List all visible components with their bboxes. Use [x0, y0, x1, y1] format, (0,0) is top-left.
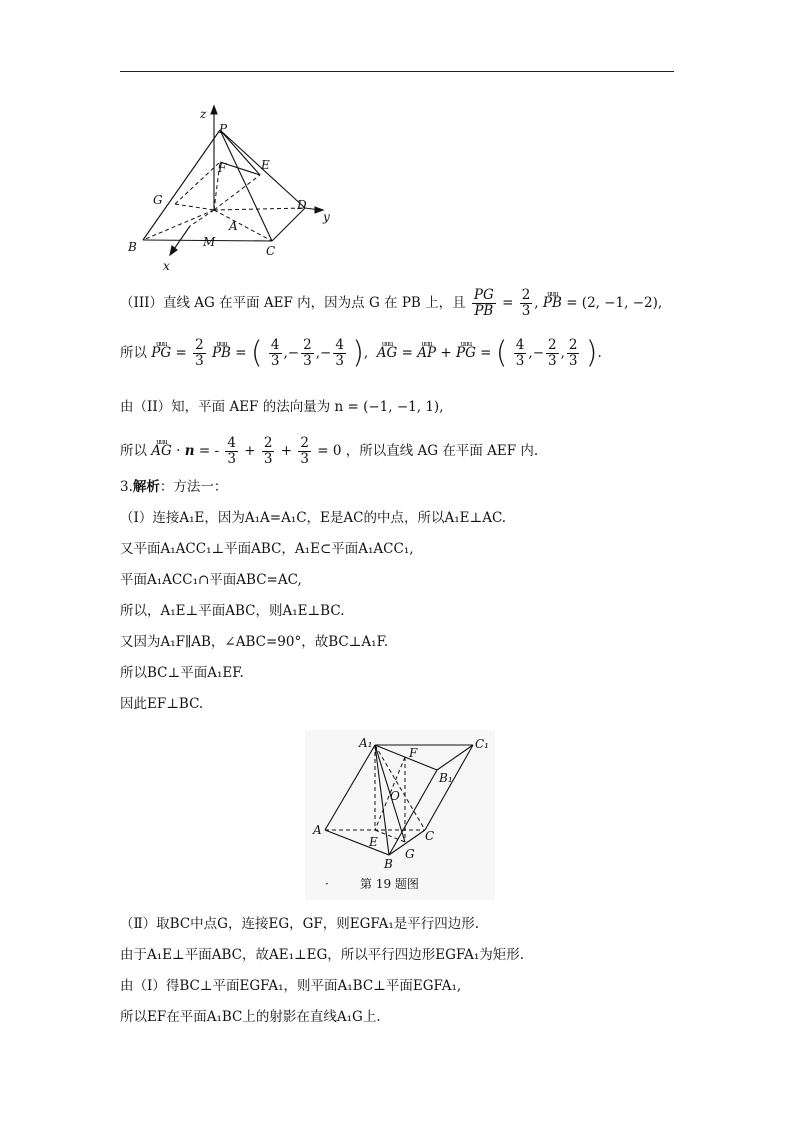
part3-line1: （III）直线 AG 在平面 AEF 内，因为点 G 在 PB 上，且 $\frac{PG}{PB}$ = $\frac{2}{3}$ , uuu PB = (2, −1, −2),: [120, 288, 662, 319]
label-O: O: [390, 789, 400, 803]
label-G2: G: [405, 847, 415, 861]
vector-pg: uuu PG: [151, 344, 171, 362]
label-M: M: [203, 235, 216, 249]
label-C: C: [266, 244, 276, 258]
label-G: G: [153, 193, 163, 207]
label-C2: C: [425, 829, 435, 843]
label-C1: C₁: [475, 737, 489, 751]
label-y: y: [323, 210, 330, 224]
pyramid-figure: [120, 100, 350, 280]
figure-caption: 第 19 题图: [360, 877, 419, 891]
solution3-line-5: 又因为A₁F∥AB，∠ABC=90°，故BC⊥A₁F.: [120, 634, 389, 650]
label-B2: B: [384, 857, 393, 871]
label-E: E: [261, 158, 270, 172]
label-A2: A: [313, 823, 322, 837]
part2-line-4: 所以EF在平面A₁BC上的射影在直线A₁G上.: [120, 1009, 381, 1025]
part2-line-2: 由于A₁E⊥平面ABC，故AE₁⊥EG，所以平行四边形EGFA₁为矩形.: [120, 947, 525, 963]
caption-dot: ·: [325, 877, 329, 891]
part3-line3: 由（II）知，平面 AEF 的法向量为 n = (−1, −1, 1),: [120, 399, 444, 415]
vector-ag: uuu AG: [377, 344, 398, 362]
part3-line4: 所以 uuu AG · n = - $\frac{4}{3}$ + $\frac{2}{3}$ + $\frac{2}{3}$ = 0 ，所以直线 AG 在平面 AEF 内.: [120, 436, 538, 467]
solution3-line-2: 又平面A₁ACC₁⊥平面ABC，A₁E⊂平面A₁ACC₁,: [120, 541, 414, 557]
label-B: B: [128, 240, 137, 254]
label-A1: A₁: [359, 736, 373, 750]
label-P: P: [219, 122, 228, 136]
label-E2: E: [369, 835, 378, 849]
two-thirds-fraction: $\frac{2}{3}$: [521, 287, 531, 319]
part2-line-1: （Ⅱ）取BC中点G，连接EG，GF，则EGFA₁是平行四边形.: [120, 916, 480, 932]
prism-figure: [305, 730, 495, 900]
label-x: x: [163, 259, 170, 273]
solution3-header: 3.解析：方法一：: [120, 479, 228, 495]
ratio-fraction: $\frac{PG}{PB}$: [473, 287, 494, 319]
label-D: D: [297, 198, 307, 212]
vector-pb-value: = (2, −1, −2),: [566, 295, 663, 311]
label-F: F: [218, 161, 227, 175]
label-B1: B₁: [439, 771, 453, 785]
solution3-line-7: 因此EF⊥BC.: [120, 696, 204, 712]
solution3-line-6: 所以BC⊥平面A₁EF.: [120, 665, 244, 681]
part3-line2: 所以 uuu PG = $\frac{2}{3}$ uuu PB = ( $\frac{4}{3}$ ,− $\frac{2}{3}$ ,− $\frac{4}{3}$ ), uuu AG = uuu AP + uuu PG = ( $\frac{4}{3}$ ,− $\frac{2}{3}$ , $\frac{2}{3}$ ).: [120, 338, 602, 369]
vector-ap: uuu AP: [417, 344, 436, 362]
solution3-line-1: （I）连接A₁E，因为A₁A=A₁C，E是AC的中点，所以A₁E⊥AC.: [120, 510, 507, 526]
vector-pb: uuu PB: [543, 294, 562, 312]
label-F2: F: [409, 746, 418, 760]
label-z: z: [200, 107, 207, 121]
top-rule: [120, 71, 674, 72]
solution3-line-4: 所以，A₁E⊥平面ABC，则A₁E⊥BC.: [120, 603, 345, 619]
label-A: A: [229, 219, 238, 233]
solution3-line-3: 平面A₁ACC₁∩平面ABC=AC,: [120, 572, 302, 588]
part2-line-3: 由（I）得BC⊥平面EGFA₁，则平面A₁BC⊥平面EGFA₁,: [120, 978, 462, 994]
